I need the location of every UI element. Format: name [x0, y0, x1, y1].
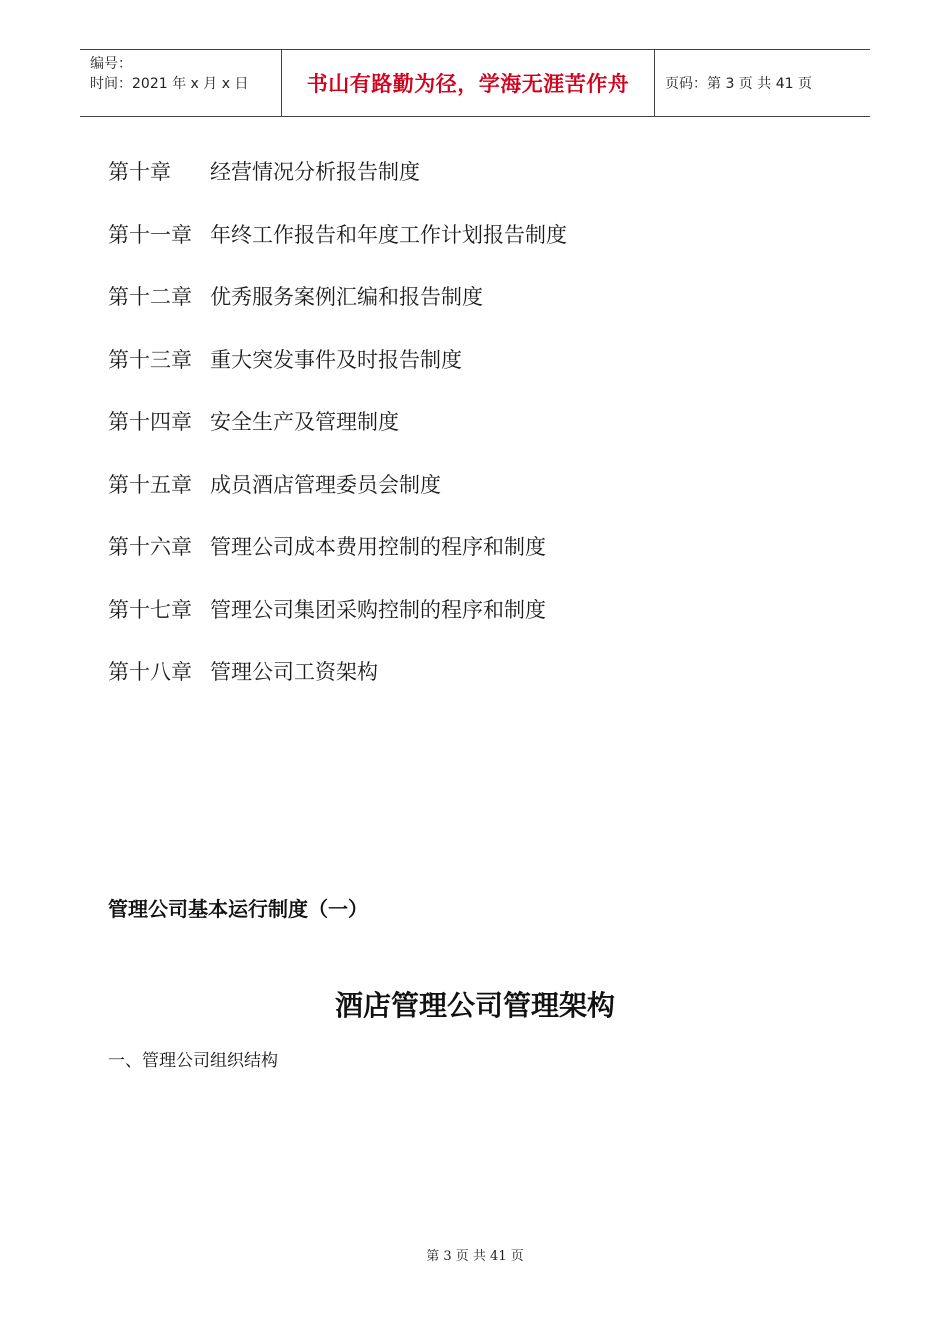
time-label: 时间：2021 年 x 月 x 日: [90, 76, 249, 92]
chapter-number: 第十一章: [108, 222, 192, 247]
header-page-info: 页码：第 3 页 共 41 页: [665, 76, 812, 92]
chapter-number: 第十六章: [108, 535, 192, 559]
chapter-item: [108, 154, 828, 217]
chapter-item: [108, 529, 828, 592]
chapter-title: 管理公司集团采购控制的程序和制度: [210, 597, 546, 622]
chapter-title: 优秀服务案例汇编和报告制度: [210, 285, 483, 309]
chapter-number: 第十四章: [108, 410, 192, 434]
header-page-cell: [655, 50, 870, 116]
chapter-number: 第十八章: [108, 660, 192, 684]
chapter-title: 成员酒店管理委员会制度: [210, 472, 441, 497]
page-header: [80, 49, 870, 117]
chapter-title: 管理公司成本费用控制的程序和制度: [210, 535, 546, 559]
motto-text: 书山有路勤为径，学海无涯苦作舟: [306, 72, 630, 96]
chapter-title: 年终工作报告和年度工作计划报告制度: [210, 222, 567, 247]
chapter-title: 管理公司工资架构: [210, 660, 378, 684]
chapter-item: [108, 467, 828, 530]
chapter-item: [108, 279, 828, 342]
chapter-item: [108, 592, 828, 655]
chapter-item: [108, 217, 828, 280]
subsection-heading: 一、管理公司组织结构: [108, 1051, 278, 1071]
chapter-item: [108, 342, 828, 405]
header-motto-cell: [281, 50, 655, 116]
chapter-number: 第十五章: [108, 472, 192, 497]
chapter-item: [108, 404, 828, 467]
chapter-item: [108, 654, 828, 717]
page-footer: 第 3 页 共 41 页: [426, 1249, 524, 1264]
chapter-list: [108, 154, 828, 717]
section-heading: 管理公司基本运行制度（一）: [108, 897, 368, 921]
document-title: 酒店管理公司管理架构: [334, 989, 615, 1022]
chapter-number: 第十二章: [108, 285, 192, 309]
header-meta: [80, 50, 281, 116]
chapter-title: 安全生产及管理制度: [210, 410, 399, 434]
chapter-number: 第十七章: [108, 597, 192, 622]
code-label: 编号：: [90, 56, 132, 72]
chapter-number: 第十章: [108, 160, 171, 184]
chapter-number: 第十三章: [108, 347, 192, 372]
chapter-title: 经营情况分析报告制度: [210, 160, 420, 184]
chapter-title: 重大突发事件及时报告制度: [210, 347, 462, 372]
